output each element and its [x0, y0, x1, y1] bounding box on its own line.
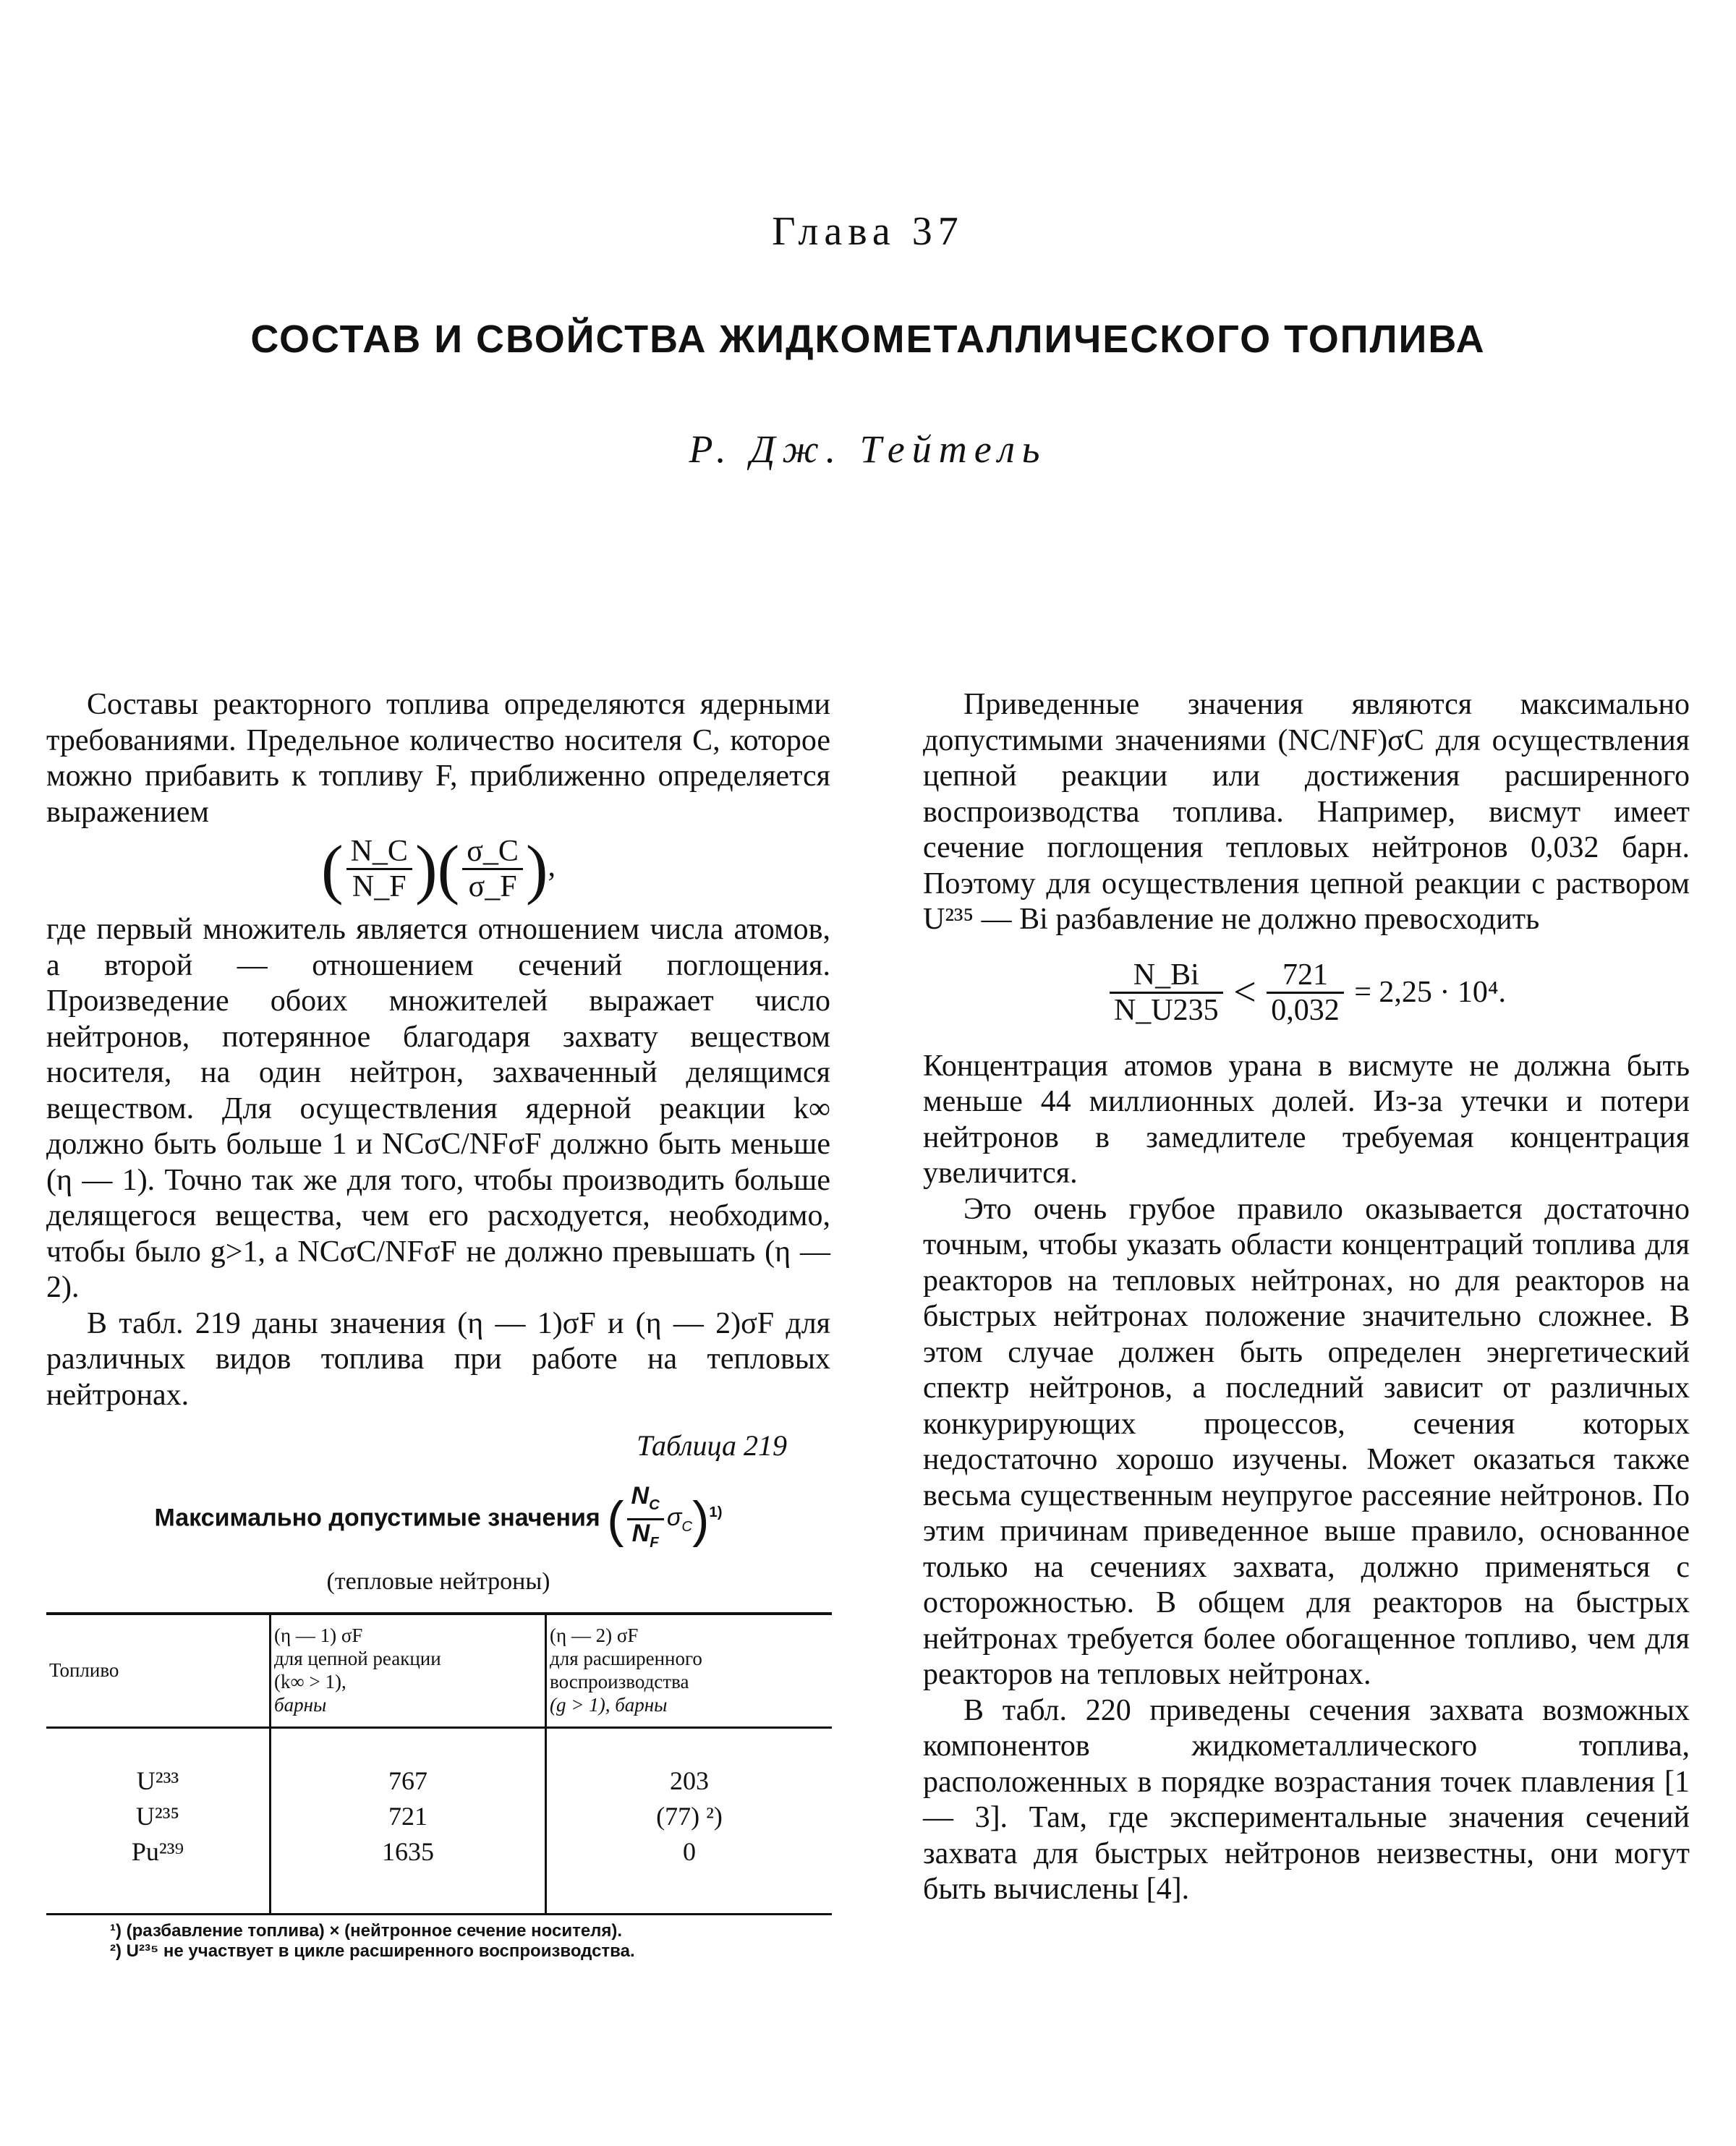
table-cell-breed: (77) ²)	[546, 1799, 833, 1834]
table-header-fuel: Топливо	[46, 1614, 271, 1728]
formula-721: 721	[1267, 958, 1344, 994]
table-header-breed-line: (g > 1), барны	[550, 1693, 668, 1716]
table-cell-chain: 721	[271, 1799, 546, 1834]
right-paragraph-3: Это очень грубое правило оказывается достаточно точным, чтобы указать области концентраций топлива для реакторов на тепловых нейтронах, но для реакторов на быстрых нейтронах положение значительно сложнее. В этом случае должен быть определен энергетический спектр нейтронов, а последний зависит от различных конкурирующих процессов, сечения которых недостаточно хорошо изучены. Может оказаться также весьма существенным неупругое рассеяние нейтронов. По этим причинам приведенное выше правило, основанное только на сечениях захвата, должно применяться с осторожностью. В общем для реакторов на быстрых нейтронах требуется более обогащенное топливо, чем для реакторов на тепловых нейтронах.	[923, 1192, 1690, 1691]
formula-ratio: ( $\frac{N\_C}{N\_F}$ )( $\frac{\sigma\_C}{\sigma\_F}$ ),	[320, 831, 556, 906]
right-column	[923, 687, 1690, 1908]
table-header-breed	[546, 1614, 833, 1728]
table-cell-fuel: Pu²³⁹	[131, 1836, 184, 1866]
left-paragraph-2: где первый множитель является отношением числа атомов, а второй — отношением сечений поглощения. Произведение обоих множителей выражает число нейтронов, потерянное благодаря захвату веществом носителя, на один нейтрон, захваченный делящимся веществом. Для осуществления ядерной реакции k∞ должно быть больше 1 и NCσC/NFσF должно быть меньше (η — 1). Точно так же для того, чтобы производить больше делящегося вещества, чем его расходуется, необходимо, чтобы было g>1, а NCσC/NFσF не должно превышать (η — 2).	[46, 913, 830, 1304]
table-header-chain-line: для цепной реакции	[274, 1647, 441, 1669]
table-header-breed-line: для расширенного	[550, 1647, 702, 1669]
left-paragraph-1: Составы реакторного топлива определяются ядерными требованиями. Предельное количество носителя C, которое можно прибавить к топливу F, приближенно определяется выражением	[46, 688, 830, 829]
table-cell-fuel: U²³⁵	[135, 1801, 180, 1831]
formula-n-bi: N_Bi	[1110, 958, 1223, 994]
table-heading-sup: 1)	[709, 1504, 723, 1520]
table-header-chain-line: барны	[274, 1693, 327, 1716]
footnote-1: ¹) (разбавление топлива) × (нейтронное сечение носителя).	[110, 1920, 623, 1941]
table-219	[46, 1612, 832, 1915]
table-caption: Таблица 219	[637, 1429, 787, 1462]
author: Р. Дж. Тейтель	[689, 427, 1047, 471]
formula-nc: N_C	[346, 835, 412, 870]
formula-result: = 2,25 · 10⁴.	[1354, 975, 1507, 1009]
table-cell-fuel: U²³³	[136, 1766, 179, 1795]
right-paragraph-2: Концентрация атомов урана в висмуте не должна быть меньше 44 миллионных долей. Из-за утечки и потери нейтронов в замедлителе требуемая концентрация увеличится.	[923, 1049, 1690, 1190]
table-footnotes	[46, 1921, 830, 1962]
table-header-chain-line: (η — 1) σF	[274, 1624, 363, 1646]
left-column	[46, 687, 830, 1962]
formula-nf: N_F	[352, 870, 407, 903]
chapter-title: СОСТАВ И СВОЙСТВА ЖИДКОМЕТАЛЛИЧЕСКОГО ТОПЛИВА	[250, 318, 1486, 361]
table-heading: Максимально допустимые значения ( $\frac{N_C}{N_F}$ $\sigma_C)^{1)}$	[154, 1482, 723, 1551]
table-subheading: (тепловые нейтроны)	[326, 1567, 550, 1595]
left-paragraph-3: В табл. 219 даны значения (η — 1)σF и (η — 2)σF для различных видов топлива при работе на тепловых нейтронах.	[46, 1306, 830, 1412]
table-row	[46, 1727, 832, 1799]
table-header-breed-line: воспроизводства	[550, 1670, 689, 1692]
table-header-chain	[271, 1614, 546, 1728]
right-paragraph-1: Приведенные значения являются максимально допустимыми значениями (NC/NF)σC для осуществления цепной реакции или достижения расширенного воспроизводства топлива. Например, висмут имеет сечение поглощения тепловых нейтронов 0,032 барн. Поэтому для осуществления цепной реакции с раствором U²³⁵ — Bi разбавление не должно превосходить	[923, 688, 1690, 936]
table-cell-chain: 1635	[271, 1834, 546, 1915]
formula-sigma-f: σ_F	[468, 870, 517, 903]
table-header-chain-line: (k∞ > 1),	[274, 1670, 346, 1692]
chapter-label: Глава 37	[772, 209, 964, 254]
formula-0032: 0,032	[1271, 993, 1340, 1027]
formula-n-u235: N_U235	[1113, 993, 1219, 1027]
table-cell-breed: 203	[546, 1727, 833, 1799]
table-header-breed-line: (η — 2) σF	[550, 1624, 639, 1646]
table-cell-chain: 767	[271, 1727, 546, 1799]
footnote-2: ²) U²³⁵ не участвует в цикле расширенного воспроизводства.	[110, 1941, 635, 1961]
table-row	[46, 1799, 832, 1834]
formula-sigma-c: σ_C	[462, 835, 523, 870]
formula-bismuth: $\frac{N\_Bi}{N\_U235}$ < $\frac{721}{0,032}$ = 2,25 · 10⁴.	[923, 958, 1690, 1027]
right-paragraph-4: В табл. 220 приведены сечения захвата возможных компонентов жидкометаллического топлива, расположенных в порядке возрастания точек плавления [1 — 3]. Там, где экспериментальные значения сечений захвата для быстрых нейтронов неизвестны, они могут быть вычислены [4].	[923, 1693, 1690, 1906]
table-cell-breed: 0	[546, 1834, 833, 1915]
table-heading-text: Максимально допустимые значения	[154, 1504, 600, 1532]
table-row	[46, 1834, 832, 1915]
